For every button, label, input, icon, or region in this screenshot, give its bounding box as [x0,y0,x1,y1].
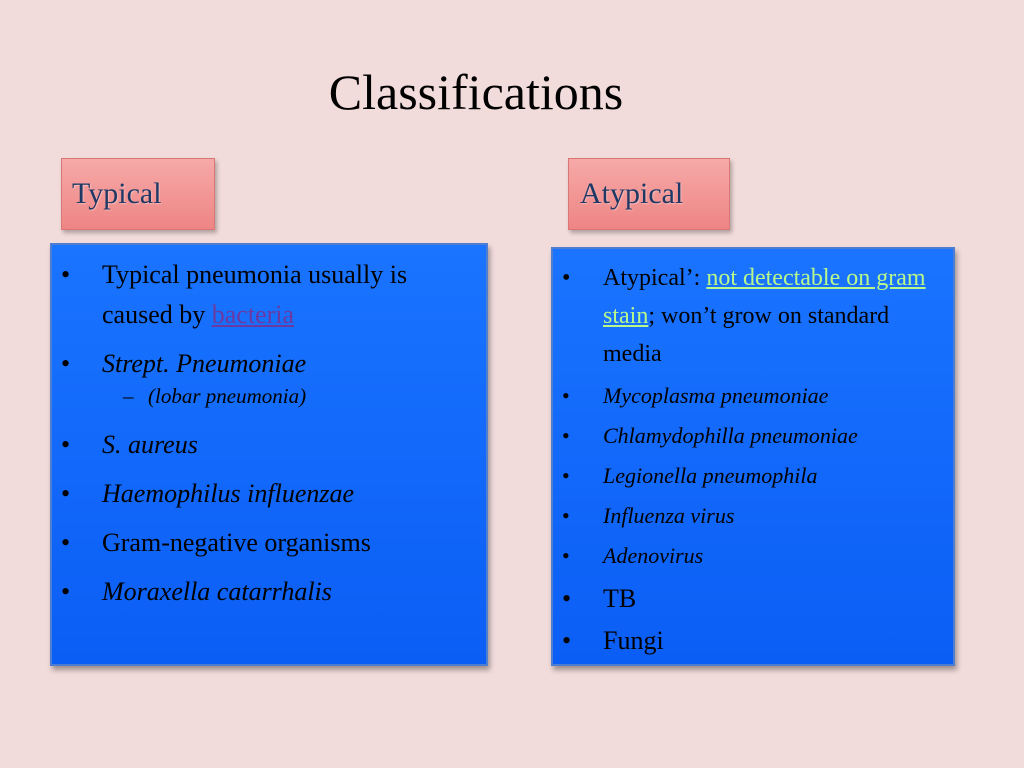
bullet-icon: • [61,260,71,289]
list-item-label: TB [603,584,637,613]
bullet-icon: • [562,503,570,528]
dash-icon: – [123,384,134,408]
typical-intro-text: Typical pneumonia usually is caused by [102,260,408,329]
list-item-label: Mycoplasma pneumoniae [603,383,829,408]
bullet-icon: • [562,265,571,291]
list-item [553,581,945,617]
list-item [553,501,945,531]
list-item [553,381,945,411]
list-item [52,474,476,514]
bullet-icon: • [562,463,570,488]
bullet-icon: • [562,543,570,568]
list-item [52,572,476,612]
list-item [52,344,476,384]
slide-title: Classifications [328,64,624,120]
atypical-intro-text: Atypical’: [603,265,707,291]
list-item-label: Gram-negative organisms [102,528,371,557]
bullet-icon: • [562,423,570,448]
typical-list [52,255,476,612]
list-item [553,421,945,451]
list-item-label: Adenovirus [603,543,704,568]
list-item [52,523,476,563]
list-item-label: Moraxella catarrhalis [102,577,332,606]
atypical-heading-label: Atypical [580,177,684,210]
typical-heading-label: Typical [72,177,162,210]
sub-list-item [52,385,476,407]
list-item [553,623,945,659]
gram-stain-link[interactable]: not detectable on gram stain [603,265,926,329]
bullet-icon: • [61,479,71,508]
list-item [52,425,476,465]
bullet-icon: • [562,584,572,613]
atypical-heading-tag [568,158,730,230]
sub-list-item-label: (lobar pneumonia) [148,384,307,408]
list-item-label: Fungi [603,626,664,655]
atypical-list [553,259,945,659]
atypical-intro-suffix: ; won’t grow on standard media [603,303,890,367]
bullet-icon: • [562,626,572,655]
list-item-label: Influenza virus [603,503,735,528]
list-item [553,259,945,373]
bullet-icon: • [61,430,71,459]
atypical-box [551,247,955,666]
list-item [553,541,945,571]
list-item-label: Legionella pneumophila [603,463,818,488]
bullet-icon: • [61,577,71,606]
bullet-icon: • [61,528,71,557]
list-item [52,255,476,335]
bacteria-link[interactable]: bacteria [211,300,295,329]
bullet-icon: • [562,383,570,408]
list-item-label: S. aureus [102,430,198,459]
typical-box [50,243,488,666]
list-item [553,461,945,491]
list-item-label: Strept. Pneumoniae [102,349,307,378]
list-item-label: Chlamydophilla pneumoniae [603,423,858,448]
list-item-label: Haemophilus influenzae [102,479,355,508]
typical-heading-tag [61,158,215,230]
bullet-icon: • [61,349,71,378]
